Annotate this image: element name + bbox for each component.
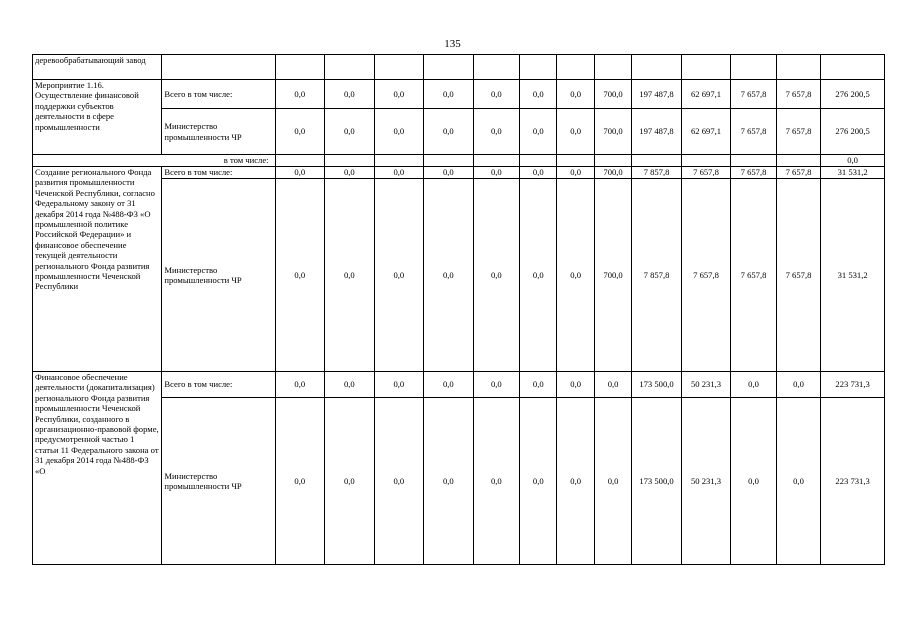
page-number: 135 bbox=[444, 38, 461, 50]
table-cell: 0,0 bbox=[821, 155, 885, 167]
row-name: Мероприятие 1.16. Осуществление финансовой поддержки субъектов деятельности в сфере промышленности bbox=[33, 80, 162, 155]
table-cell: 7 657,8 bbox=[776, 109, 820, 155]
table-cell bbox=[594, 55, 631, 80]
table-cell: 7 657,8 bbox=[776, 80, 820, 109]
table-cell: 7 657,8 bbox=[731, 179, 776, 372]
table-row bbox=[33, 80, 885, 109]
table-cell: 0,0 bbox=[731, 398, 776, 565]
table-cell: 7 657,8 bbox=[731, 109, 776, 155]
table-cell bbox=[681, 55, 731, 80]
budget-table bbox=[32, 54, 885, 565]
table-cell bbox=[424, 55, 474, 80]
table-cell: 0,0 bbox=[325, 398, 375, 565]
table-cell: 0,0 bbox=[374, 167, 424, 179]
table-cell: 223 731,3 bbox=[821, 372, 885, 398]
table-cell: 700,0 bbox=[594, 167, 631, 179]
table-cell: 0,0 bbox=[473, 179, 519, 372]
table-cell: 0,0 bbox=[275, 109, 325, 155]
table-cell: 0,0 bbox=[594, 398, 631, 565]
table-cell: 0,0 bbox=[473, 167, 519, 179]
table-cell bbox=[594, 155, 631, 167]
table-cell: 7 857,8 bbox=[632, 167, 682, 179]
table-cell bbox=[632, 155, 682, 167]
table-row bbox=[33, 167, 885, 179]
table-cell: 50 231,3 bbox=[681, 398, 731, 565]
row-name: деревообрабатывающий завод bbox=[33, 55, 162, 80]
table-cell: 0,0 bbox=[424, 398, 474, 565]
table-cell: 31 531,2 bbox=[821, 179, 885, 372]
table-cell: 0,0 bbox=[776, 398, 820, 565]
table-cell bbox=[325, 55, 375, 80]
table-cell: 0,0 bbox=[731, 372, 776, 398]
table-row bbox=[33, 155, 885, 167]
table-cell bbox=[557, 55, 594, 80]
table-cell: 700,0 bbox=[594, 109, 631, 155]
row-source: Министерство промышленности ЧР bbox=[162, 398, 275, 565]
table-cell: 173 500,0 bbox=[632, 372, 682, 398]
table-cell: 0,0 bbox=[557, 80, 594, 109]
table-cell: 0,0 bbox=[557, 167, 594, 179]
table-cell bbox=[325, 155, 375, 167]
table-cell: 7 657,8 bbox=[681, 167, 731, 179]
table-cell bbox=[275, 155, 325, 167]
table-cell: 0,0 bbox=[473, 398, 519, 565]
table-cell: 7 657,8 bbox=[681, 179, 731, 372]
table-cell bbox=[473, 155, 519, 167]
table-cell: 0,0 bbox=[424, 167, 474, 179]
table-cell: 0,0 bbox=[374, 179, 424, 372]
table-cell: 0,0 bbox=[557, 109, 594, 155]
subtotal-label: в том числе: bbox=[33, 155, 276, 167]
table-cell: 700,0 bbox=[594, 80, 631, 109]
table-cell: 223 731,3 bbox=[821, 398, 885, 565]
table-cell: 0,0 bbox=[275, 398, 325, 565]
table-cell: 0,0 bbox=[325, 167, 375, 179]
table-cell bbox=[275, 55, 325, 80]
table-cell: 0,0 bbox=[275, 179, 325, 372]
table-cell bbox=[473, 55, 519, 80]
table-cell: 700,0 bbox=[594, 179, 631, 372]
table-cell: 7 657,8 bbox=[731, 80, 776, 109]
table-cell: 0,0 bbox=[473, 109, 519, 155]
table-row bbox=[33, 372, 885, 398]
row-name: Финансовое обеспечение деятельности (докапитализация) регионального Фонда развития промышленности Чеченской Республики, созданного в организационно-правовой форме, предусмотренной частью 1 статьи 11 Федерального закона от 31 декабря 2014 года №488-ФЗ «О bbox=[33, 372, 162, 565]
table-cell: 50 231,3 bbox=[681, 372, 731, 398]
table-cell: 0,0 bbox=[325, 179, 375, 372]
table-cell bbox=[731, 155, 776, 167]
table-cell: 7 657,8 bbox=[776, 167, 820, 179]
table-cell: 0,0 bbox=[424, 372, 474, 398]
table-cell: 0,0 bbox=[325, 372, 375, 398]
table-cell: 0,0 bbox=[424, 80, 474, 109]
table-cell bbox=[776, 55, 820, 80]
table-cell: 0,0 bbox=[275, 80, 325, 109]
table-cell bbox=[374, 55, 424, 80]
table-cell: 197 487,8 bbox=[632, 109, 682, 155]
table-cell: 0,0 bbox=[557, 398, 594, 565]
table-cell bbox=[821, 55, 885, 80]
table-cell: 0,0 bbox=[520, 398, 557, 565]
table-cell bbox=[520, 55, 557, 80]
table-cell: 7 657,8 bbox=[776, 179, 820, 372]
table-cell bbox=[162, 55, 275, 80]
table-cell: 0,0 bbox=[275, 372, 325, 398]
table-cell: 0,0 bbox=[424, 179, 474, 372]
table-cell: 0,0 bbox=[776, 372, 820, 398]
table-cell bbox=[681, 155, 731, 167]
table-cell: 0,0 bbox=[473, 372, 519, 398]
table-cell bbox=[731, 55, 776, 80]
table-cell: 0,0 bbox=[557, 179, 594, 372]
row-source: Всего в том числе: bbox=[162, 372, 275, 398]
table-cell bbox=[520, 155, 557, 167]
table-cell: 0,0 bbox=[325, 80, 375, 109]
table-cell bbox=[776, 155, 820, 167]
row-source: Министерство промышленности ЧР bbox=[162, 109, 275, 155]
table-cell: 173 500,0 bbox=[632, 398, 682, 565]
table-cell: 7 857,8 bbox=[632, 179, 682, 372]
table-cell: 7 657,8 bbox=[731, 167, 776, 179]
row-source: Всего в том числе: bbox=[162, 80, 275, 109]
table-cell bbox=[424, 155, 474, 167]
table-cell: 0,0 bbox=[325, 109, 375, 155]
table-cell: 0,0 bbox=[374, 372, 424, 398]
table-cell: 0,0 bbox=[275, 167, 325, 179]
table-cell: 0,0 bbox=[520, 167, 557, 179]
table-cell: 62 697,1 bbox=[681, 109, 731, 155]
table-cell: 276 200,5 bbox=[821, 109, 885, 155]
row-name: Создание регионального Фонда развития промышленности Чеченской Республики, согласно Федеральному закону от 31 декабря 2014 года №488-ФЗ «О промышленной политике Российской Федерации» и финансовое обеспечение текущей деятельности регионального Фонда развития промышленности Чеченской Республики bbox=[33, 167, 162, 372]
table-cell: 197 487,8 bbox=[632, 80, 682, 109]
table-cell bbox=[557, 155, 594, 167]
table-cell: 0,0 bbox=[374, 109, 424, 155]
table-cell: 0,0 bbox=[520, 109, 557, 155]
table-cell: 0,0 bbox=[520, 179, 557, 372]
table-cell bbox=[632, 55, 682, 80]
table-cell: 0,0 bbox=[473, 80, 519, 109]
table-cell: 0,0 bbox=[520, 80, 557, 109]
row-source: Министерство промышленности ЧР bbox=[162, 179, 275, 372]
table-cell: 62 697,1 bbox=[681, 80, 731, 109]
table-row bbox=[33, 55, 885, 80]
table-cell: 31 531,2 bbox=[821, 167, 885, 179]
table-cell: 0,0 bbox=[374, 398, 424, 565]
row-source: Всего в том числе: bbox=[162, 167, 275, 179]
table-cell bbox=[374, 155, 424, 167]
table-cell: 0,0 bbox=[520, 372, 557, 398]
table-cell: 0,0 bbox=[557, 372, 594, 398]
table-cell: 0,0 bbox=[374, 80, 424, 109]
table-cell: 276 200,5 bbox=[821, 80, 885, 109]
table-cell: 0,0 bbox=[594, 372, 631, 398]
table-cell: 0,0 bbox=[424, 109, 474, 155]
